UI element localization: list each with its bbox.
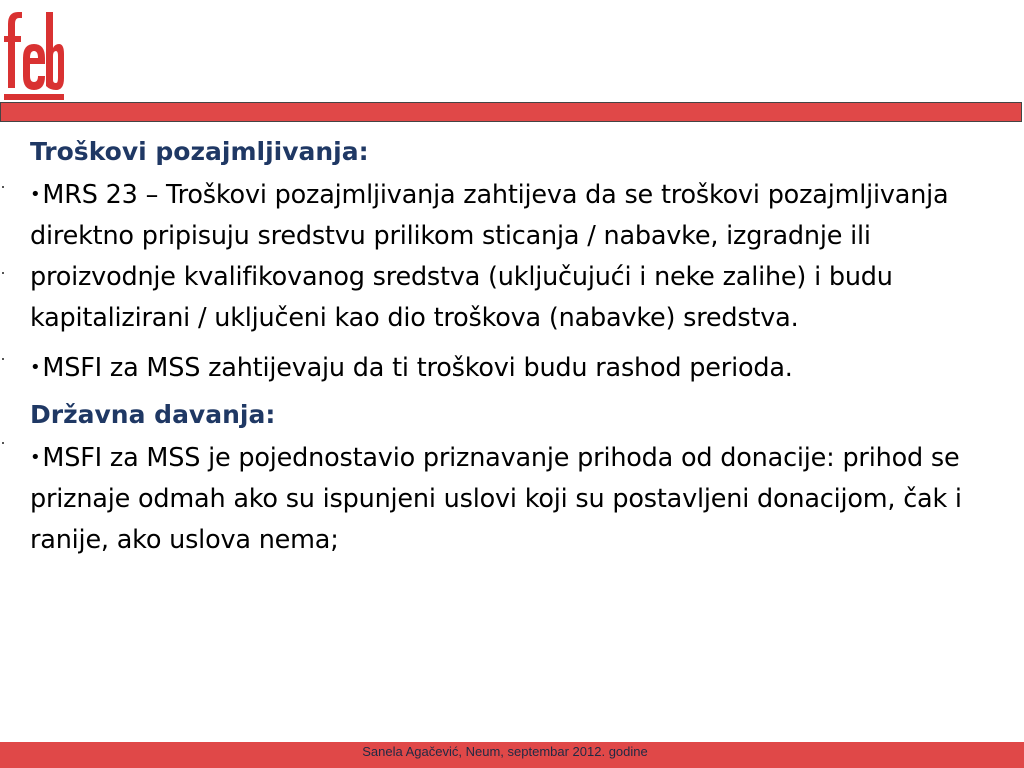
- bullet-icon: •: [30, 447, 41, 468]
- bullet-item: [30, 174, 990, 339]
- footer-text: Sanela Agačević, Neum, septembar 2012. godine: [362, 744, 648, 759]
- bullet-item: [30, 347, 990, 389]
- side-marker: [2, 358, 4, 360]
- slide-content: [30, 134, 990, 569]
- header-bar: [0, 102, 1022, 122]
- section-heading-borrowing-costs: Troškovi pozajmljivanja:: [30, 137, 369, 166]
- side-marker: [2, 442, 4, 444]
- feb-logo-icon: [4, 6, 64, 102]
- side-marker: [2, 272, 4, 274]
- side-marker: [2, 186, 4, 188]
- section-heading-government-grants: Državna davanja:: [30, 400, 276, 429]
- bullet-text: MRS 23 – Troškovi pozajmljivanja zahtijeva da se troškovi pozajmljivanja direktno pripisuju sredstvu prilikom sticanja / nabavke, izgradnje ili proizvodnje kvalifikovanog sredstva (uključujući i neke zalihe) i budu kapitalizirani / uključeni kao dio troškova (nabavke) sredstva.: [30, 180, 949, 333]
- bullet-item: [30, 437, 990, 561]
- bullet-icon: •: [30, 184, 41, 205]
- bullet-text: MSFI za MSS je pojednostavio priznavanje prihoda od donacije: prihod se priznaje odmah ako su ispunjeni uslovi koji su postavljeni donacijom, čak i ranije, ako uslova nema;: [30, 443, 962, 555]
- bullet-icon: •: [30, 357, 41, 378]
- bullet-text: MSFI za MSS zahtijevaju da ti troškovi budu rashod perioda.: [42, 353, 793, 383]
